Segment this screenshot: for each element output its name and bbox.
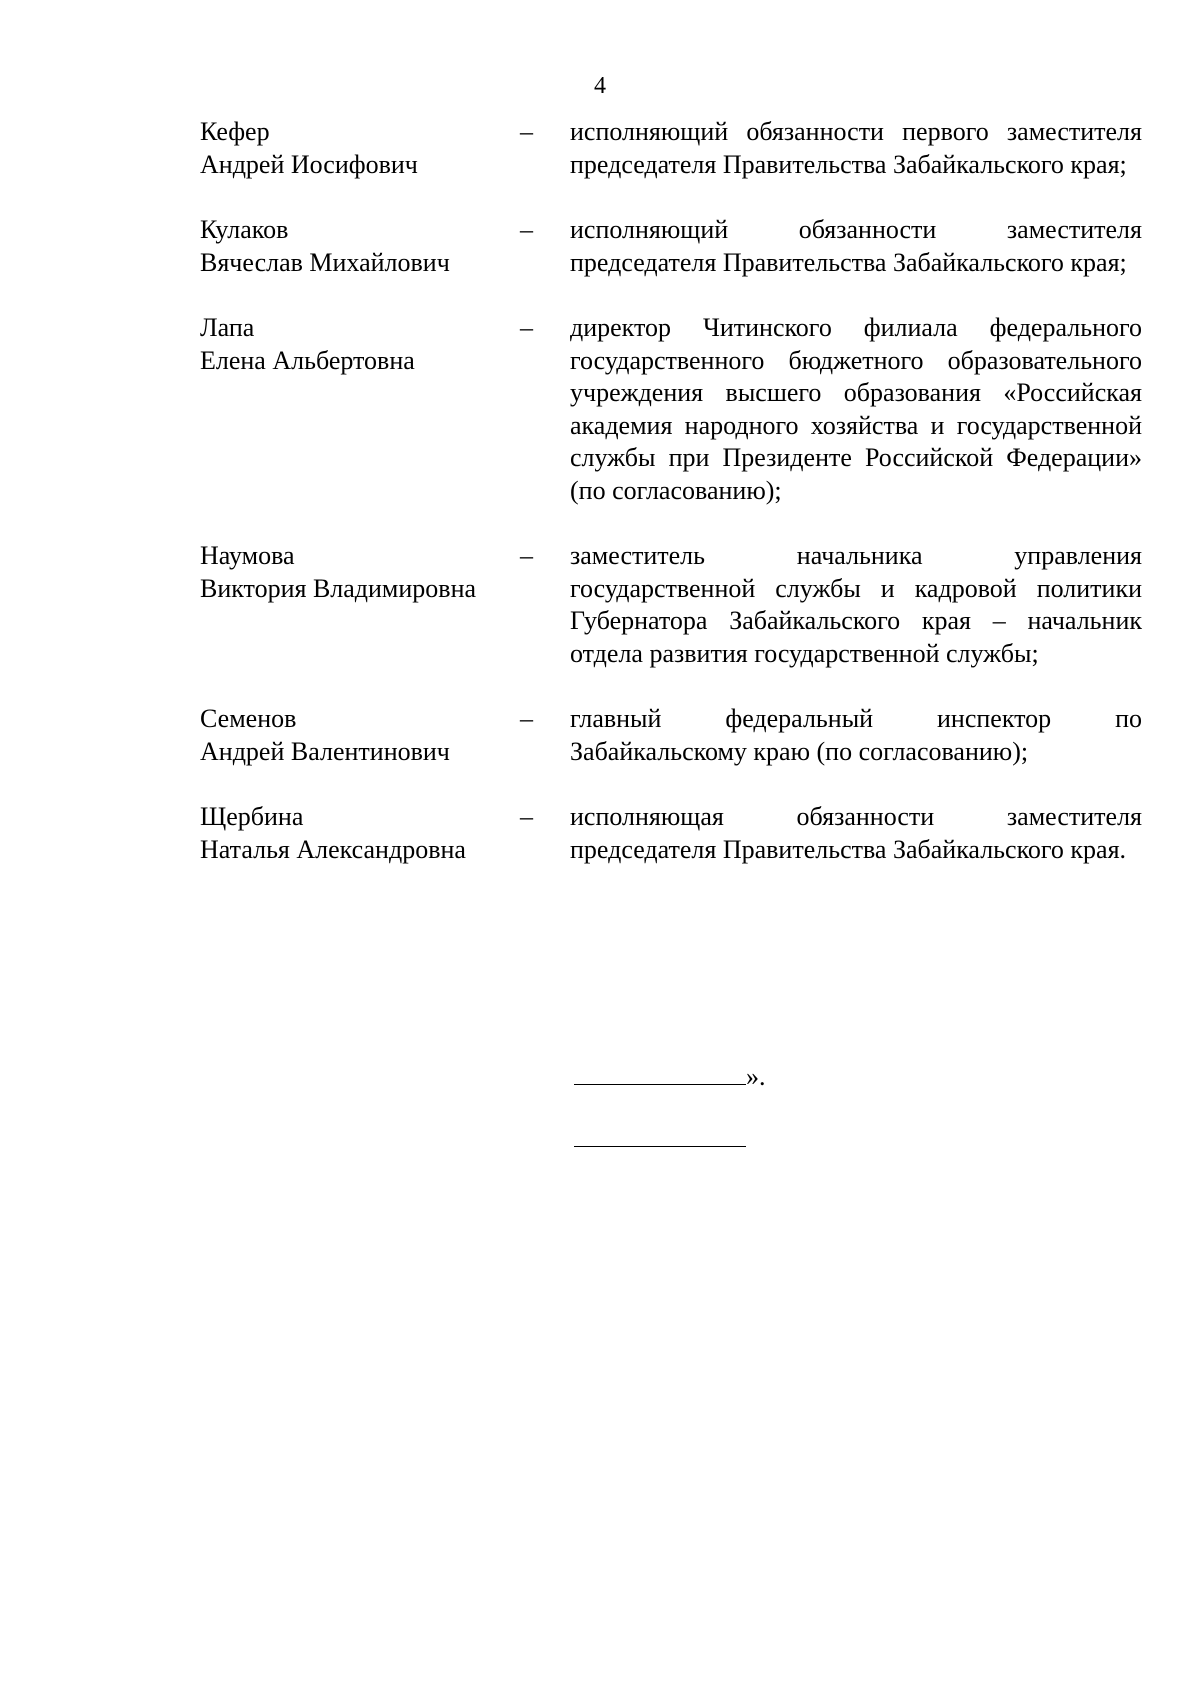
member-dash: – [520, 117, 533, 146]
member-given-names: Андрей Валентинович [200, 736, 450, 766]
member-role: главный федеральный инспектор по Забайкальскому краю (по согласованию); [570, 704, 1142, 766]
member-given-names: Елена Альбертовна [200, 345, 415, 375]
member-given-names: Виктория Владимировна [200, 573, 477, 603]
member-role: исполняющая обязанности заместителя председателя Правительства Забайкальского края. [570, 802, 1142, 864]
member-dash: – [520, 313, 533, 342]
member-name [200, 540, 520, 670]
member-dash: – [520, 215, 533, 244]
member-dash: – [520, 704, 533, 733]
closing-line [574, 1058, 766, 1093]
member-role: заместитель начальника управления государственной службы и кадровой политики Губернатора Забайкальского края – начальник отдела развития государственной службы; [570, 541, 1142, 668]
member-surname: Наумова [200, 541, 295, 570]
member-surname: Семенов [200, 704, 297, 733]
closing-quote-mark: ». [746, 1062, 766, 1091]
member-entry [200, 214, 1142, 279]
member-given-names: Вячеслав Михайлович [200, 247, 450, 277]
member-name [200, 116, 520, 181]
member-role: директор Читинского филиала федерального государственного бюджетного образовательного учреждения высшего образования «Российская академия народного хозяйства и государственной службы при Президенте Российской Федерации» (по согласованию); [570, 313, 1142, 505]
closing-rule [574, 1058, 746, 1085]
member-role: исполняющий обязанности заместителя председателя Правительства Забайкальского края; [570, 215, 1142, 277]
member-name [200, 312, 520, 507]
member-surname: Щербина [200, 802, 304, 831]
member-dash: – [520, 802, 533, 831]
member-entry [200, 703, 1142, 768]
member-entry [200, 312, 1142, 507]
member-surname: Кулаков [200, 215, 289, 244]
member-name [200, 214, 520, 279]
end-rule [574, 1146, 746, 1147]
member-name [200, 703, 520, 768]
member-given-names: Андрей Иосифович [200, 149, 418, 179]
member-given-names: Наталья Александровна [200, 834, 466, 864]
member-surname: Лапа [200, 313, 255, 342]
member-entry [200, 540, 1142, 670]
member-name [200, 801, 520, 866]
members-list [200, 116, 1142, 899]
member-entry [200, 801, 1142, 866]
member-dash: – [520, 541, 533, 570]
member-role: исполняющий обязанности первого заместителя председателя Правительства Забайкальского края; [570, 117, 1142, 179]
member-entry [200, 116, 1142, 181]
page-number: 4 [594, 73, 606, 99]
member-surname: Кефер [200, 117, 270, 146]
